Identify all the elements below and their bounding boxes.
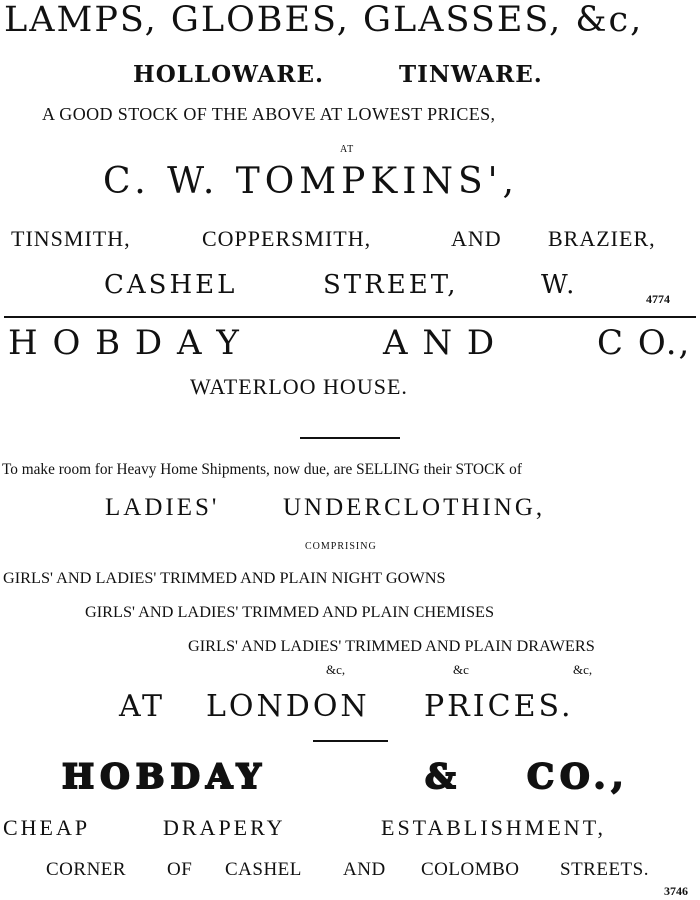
ad2-name-3: C O., (597, 323, 692, 363)
ad1-trade-2: COPPERSMITH, (202, 226, 372, 251)
ad2-prices-3: PRICES. (424, 689, 574, 724)
ad1-trade-3: AND (451, 226, 502, 251)
ad2-waterloo-house: WATERLOO HOUSE. (190, 374, 408, 399)
ad2-brand-1: HOBDAY (62, 757, 267, 797)
ad2-prices-2: LONDON (206, 689, 370, 724)
ad2-corner-1: CORNER (46, 859, 127, 880)
ad2-establishment-2: DRAPERY (163, 815, 286, 840)
ad2-item-3: GIRLS' AND LADIES' TRIMMED AND PLAIN DRAWERS (188, 636, 595, 655)
ad2-name-2: A N D (383, 323, 497, 363)
short-rule-2 (313, 740, 388, 742)
ad2-item-2: GIRLS' AND LADIES' TRIMMED AND PLAIN CHEMISES (85, 602, 495, 621)
ad2-corner-4: AND (343, 859, 386, 880)
ad2-etc-1: &c, (326, 662, 346, 677)
ad1-headline: LAMPS, GLOBES, GLASSES, &c, (4, 0, 644, 40)
ad2-prices-1: AT (119, 689, 166, 724)
ad2-corner-2: OF (167, 859, 193, 880)
ad2-etc-3: &c, (573, 662, 593, 677)
ad1-merchant-name: C. W. TOMPKINS', (103, 161, 519, 202)
ad2-item-1: GIRLS' AND LADIES' TRIMMED AND PLAIN NIGHT GOWNS (3, 568, 446, 587)
ad2-etc-2: &c (453, 662, 469, 677)
ad2-category-2: UNDERCLOTHING, (283, 494, 546, 521)
ad1-street-1: CASHEL (104, 270, 238, 300)
ad1-number: 4774 (646, 292, 670, 306)
ad1-trade-4: BRAZIER, (548, 226, 656, 251)
ad2-corner-3: CASHEL (225, 859, 302, 880)
ad2-number: 3746 (664, 884, 688, 898)
short-rule (300, 437, 400, 439)
ad1-at: AT (340, 144, 355, 155)
ad2-name-1: H O B D A Y (8, 323, 241, 363)
ad2-corner-6: STREETS. (560, 859, 649, 880)
ad2-brand-2: & (425, 757, 462, 797)
ad1-tinware: TINWARE. (399, 61, 543, 88)
ad2-corner-5: COLOMBO (421, 859, 520, 880)
ad2-brand-3: CO., (527, 757, 630, 797)
ad1-street-3: W. (541, 270, 578, 300)
ad-divider (4, 316, 696, 318)
ad2-comprising: COMPRISING (305, 541, 377, 552)
ad2-category-1: LADIES' (105, 494, 220, 521)
ad2-intro: To make room for Heavy Home Shipments, now due, are SELLING their STOCK of (2, 461, 522, 478)
ad1-holloware: HOLLOWARE. (133, 61, 325, 88)
ad1-street-2: STREET, (323, 270, 459, 300)
ad2-establishment-3: ESTABLISHMENT, (381, 815, 606, 840)
ad2-establishment-1: CHEAP (3, 815, 91, 840)
ad1-stock-line: A GOOD STOCK OF THE ABOVE AT LOWEST PRICES, (42, 104, 496, 124)
ad1-trade-1: TINSMITH, (11, 226, 131, 251)
